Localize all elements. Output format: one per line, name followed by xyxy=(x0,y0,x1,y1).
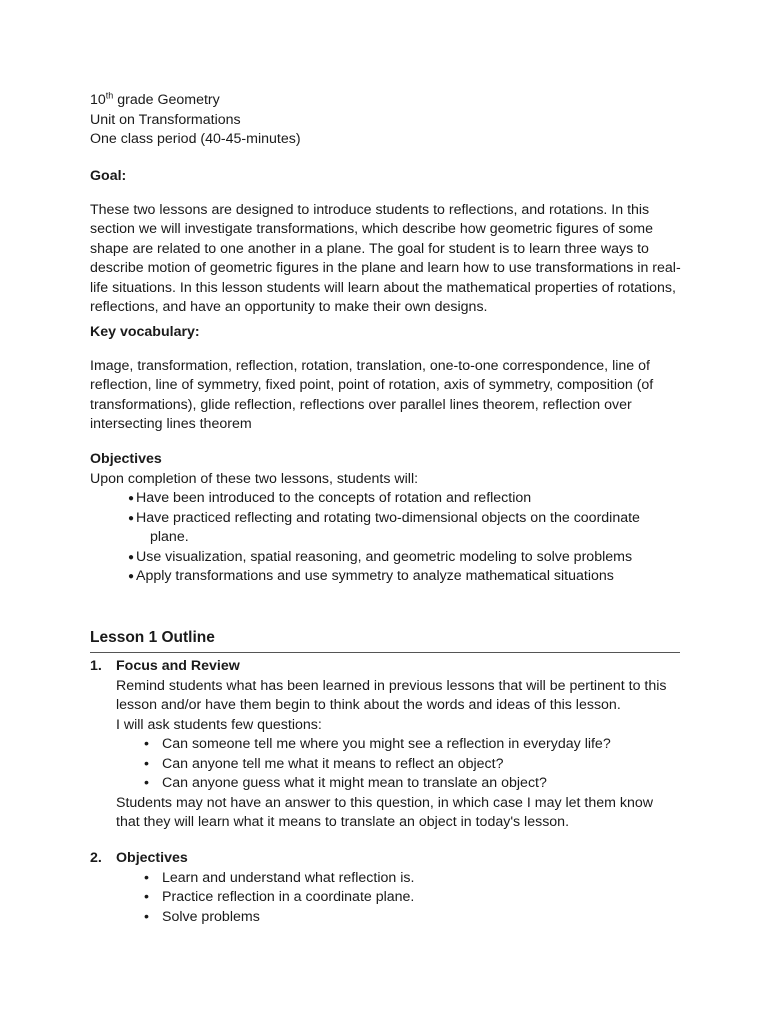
grade-suffix: th xyxy=(105,90,114,101)
section-heading: Focus and Review xyxy=(116,658,240,674)
objective-bullet-text: Solve problems xyxy=(162,908,260,925)
objective-bullet-item xyxy=(90,888,680,908)
objective-item xyxy=(90,567,680,587)
bullet-icon: • xyxy=(144,736,149,752)
vocabulary-paragraph xyxy=(90,357,680,435)
bullet-icon: ● xyxy=(128,512,135,524)
outline-section-focus xyxy=(90,657,680,833)
bullet-icon: ● xyxy=(128,571,135,582)
goal-line: section we will investigate transformations, which describe how geometric figures of some xyxy=(90,221,654,237)
vocabulary-line: intersecting lines theorem xyxy=(90,416,252,432)
question-item xyxy=(90,774,680,794)
goal-heading: Goal: xyxy=(90,168,127,184)
objective-bullet-text: Practice reflection in a coordinate plane. xyxy=(162,889,415,905)
question-item xyxy=(90,735,680,755)
grade-line xyxy=(90,91,680,111)
section-number: 1. xyxy=(90,658,102,674)
objective-text: Use visualization, spatial reasoning, and geometric modeling to solve problems xyxy=(136,548,633,565)
objective-text: Apply transformations and use symmetry to analyze mathematical situations xyxy=(136,568,614,584)
goal-line: shape are related to one another in a plane. The goal for student is to learn three ways to xyxy=(90,240,649,257)
objective-text: Have been introduced to the concepts of rotation and reflection xyxy=(136,490,532,506)
objective-bullet-item xyxy=(90,869,680,889)
bullet-icon: • xyxy=(144,908,149,925)
goal-line: These two lessons are designed to introduce students to reflections, and rotations. In this xyxy=(90,201,650,218)
objective-item xyxy=(90,548,680,568)
outline-section-header xyxy=(90,849,680,869)
goal-line: reflections, and have an opportunity to make their own designs. xyxy=(90,299,488,315)
objectives-intro: Upon completion of these two lessons, students will: xyxy=(90,470,419,487)
goal-line: life situations. In this lesson students will learn about the mathematical properties of rotations, xyxy=(90,279,676,296)
bullet-icon: ● xyxy=(128,551,135,563)
vocabulary-section xyxy=(90,323,680,435)
goal-line: describe motion of geometric figures in the plane and learn how to use transformations in real- xyxy=(90,260,681,276)
unit-line: Unit on Transformations xyxy=(90,111,241,128)
lesson-outline-title-wrap xyxy=(90,628,680,648)
outline-section-header xyxy=(90,657,680,677)
grade-number: 10 xyxy=(90,92,106,108)
period-line: One class period (40-45-minutes) xyxy=(90,131,301,147)
vocabulary-heading: Key vocabulary: xyxy=(90,324,200,340)
section-divider xyxy=(90,652,680,653)
section-line: I will ask students few questions: xyxy=(116,716,322,733)
question-text: Can anyone tell me what it means to reflect an object? xyxy=(162,755,504,772)
outline-section-objectives xyxy=(90,849,680,927)
objective-text: Have practiced reflecting and rotating two-dimensional objects on the coordinate xyxy=(136,509,640,526)
vocabulary-line: transformations), glide reflection, reflections over parallel lines theorem, reflection over xyxy=(90,396,632,413)
section-heading: Objectives xyxy=(116,850,188,866)
objectives-section xyxy=(90,450,680,587)
question-text: Can someone tell me where you might see a reflection in everyday life? xyxy=(162,736,611,752)
objective-bullet-text: Learn and understand what reflection is. xyxy=(162,869,415,886)
objective-text-continued: plane. xyxy=(150,529,189,545)
question-text: Can anyone guess what it might mean to translate an object? xyxy=(162,775,547,791)
section-line: Remind students what has been learned in previous lessons that will be pertinent to this xyxy=(116,677,667,694)
question-item xyxy=(90,755,680,775)
vocabulary-line: reflection, line of symmetry, fixed point, point of rotation, axis of symmetry, composition (of xyxy=(90,377,654,393)
section-line: Students may not have an answer to this question, in which case I may let them know xyxy=(116,794,654,811)
goal-section xyxy=(90,167,680,318)
objectives-heading: Objectives xyxy=(90,451,162,467)
section-line: lesson and/or have them begin to think about the words and ideas of this lesson. xyxy=(116,697,621,713)
document-header xyxy=(90,91,680,150)
objective-item xyxy=(90,489,680,509)
objective-item xyxy=(90,509,680,548)
section-line: that they will learn what it means to translate an object in today's lesson. xyxy=(116,814,570,830)
bullet-icon: • xyxy=(144,775,149,791)
bullet-icon: • xyxy=(144,889,149,905)
vocabulary-line: Image, transformation, reflection, rotation, translation, one-to-one correspondence, line of xyxy=(90,357,650,374)
grade-subject: grade Geometry xyxy=(113,92,220,108)
bullet-icon: ● xyxy=(128,493,135,504)
objective-bullet-item xyxy=(90,908,680,928)
section-number: 2. xyxy=(90,850,102,866)
lesson-outline-title: Lesson 1 Outline xyxy=(90,629,215,646)
bullet-icon: • xyxy=(144,869,149,886)
goal-paragraph xyxy=(90,201,680,318)
bullet-icon: • xyxy=(144,755,149,772)
